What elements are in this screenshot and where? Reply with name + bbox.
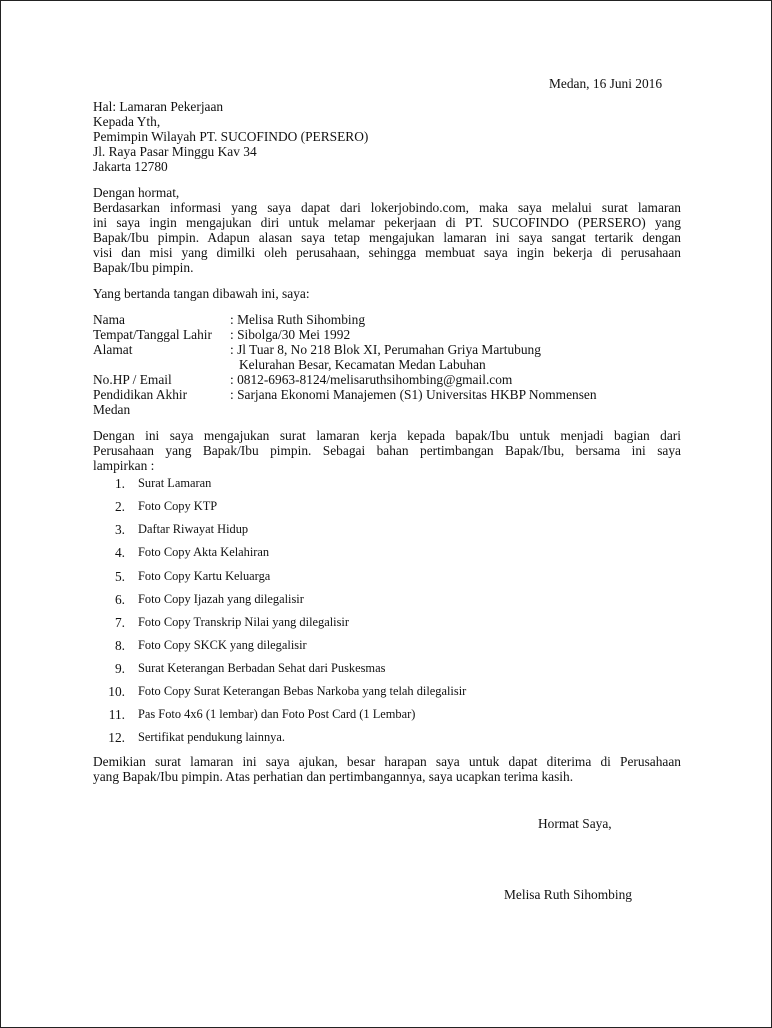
list-number: 4. (114, 545, 125, 560)
list-text: Foto Copy Ijazah yang dilegalisir (138, 592, 304, 606)
list-text: Surat Lamaran (138, 476, 212, 490)
list-text: Daftar Riwayat Hidup (138, 522, 249, 536)
list-number: 3. (114, 522, 125, 537)
list-text: Foto Copy Surat Keterangan Bebas Narkoba yang telah dilegalisir (138, 684, 467, 698)
hp-email-label: No.HP / Email (93, 372, 172, 387)
opening-paragraph-line: Bapak/Ibu pimpin. Adapun alasan saya tetap mengajukan lamaran ini saya sangat tertarik dengan (93, 230, 681, 245)
subject-line: Hal: Lamaran Pekerjaan (93, 99, 224, 114)
ttl-label: Tempat/Tanggal Lahir (93, 327, 212, 342)
list-number: 6. (114, 592, 125, 607)
list-number: 9. (114, 661, 125, 676)
list-text: Foto Copy Akta Kelahiran (138, 545, 270, 559)
list-number: 10. (108, 684, 125, 699)
list-number: 7. (114, 615, 125, 630)
list-number: 12. (108, 730, 125, 745)
list-number: 11. (108, 707, 125, 722)
hp-email-value: : 0812-6963-8124/melisaruthsihombing@gmail.com (230, 372, 513, 387)
opening-paragraph-line: ini saya ingin mengajukan diri untuk melamar pekerjaan di PT. SUCOFINDO (PERSERO) yang (93, 215, 681, 230)
recipient-line: Jl. Raya Pasar Minggu Kav 34 (93, 144, 257, 159)
list-text: Foto Copy KTP (138, 499, 218, 513)
list-text: Surat Keterangan Berbadan Sehat dari Puskesmas (138, 661, 386, 675)
body-paragraph-line: lampirkan : (93, 458, 155, 473)
closing-paragraph-line: Demikian surat lamaran ini saya ajukan, besar harapan saya untuk dapat diterima di Perusahaan (93, 754, 681, 769)
opening-paragraph-line: visi dan misi yang dimilki oleh perusahaan, sehingga membuat saya ingin bekerja di perusahaan (93, 245, 681, 260)
list-text: Foto Copy Kartu Keluarga (138, 569, 271, 583)
place-date: Medan, 16 Juni 2016 (549, 76, 663, 91)
nama-value: : Melisa Ruth Sihombing (230, 312, 366, 327)
ttl-value: : Sibolga/30 Mei 1992 (230, 327, 351, 342)
list-text: Foto Copy Transkrip Nilai yang dilegalisir (138, 615, 349, 629)
signature-name: Melisa Ruth Sihombing (504, 887, 632, 902)
sign-off: Hormat Saya, (538, 816, 612, 831)
intro-line: Yang bertanda tangan dibawah ini, saya: (93, 286, 310, 301)
list-text: Pas Foto 4x6 (1 lembar) dan Foto Post Card (1 Lembar) (138, 707, 416, 721)
body-paragraph-line: Dengan ini saya mengajukan surat lamaran kerja kepada bapak/Ibu untuk menjadi bagian dari (93, 428, 681, 443)
pendidikan-value-2: Medan (93, 402, 131, 417)
opening-paragraph-line: Bapak/Ibu pimpin. (93, 260, 194, 275)
alamat-value: : Jl Tuar 8, No 218 Blok XI, Perumahan Griya Martubung (230, 342, 541, 357)
list-text: Foto Copy SKCK yang dilegalisir (138, 638, 307, 652)
recipient-line: Pemimpin Wilayah PT. SUCOFINDO (PERSERO) (93, 129, 369, 144)
alamat-label: Alamat (93, 342, 133, 357)
list-number: 5. (114, 569, 125, 584)
alamat-value-2: Kelurahan Besar, Kecamatan Medan Labuhan (239, 357, 486, 372)
list-number: 8. (114, 638, 125, 653)
recipient-line: Jakarta 12780 (93, 159, 168, 174)
pendidikan-value: : Sarjana Ekonomi Manajemen (S1) Universitas HKBP Nommensen (230, 387, 597, 402)
opening-paragraph-line: Berdasarkan informasi yang saya dapat dari lokerjobindo.com, maka saya melalui surat lamaran (93, 200, 681, 215)
list-text: Sertifikat pendukung lainnya. (138, 730, 285, 744)
list-number: 2. (114, 499, 125, 514)
nama-label: Nama (93, 312, 125, 327)
pendidikan-label: Pendidikan Akhir (93, 387, 188, 402)
body-paragraph-line: Perusahaan yang Bapak/Ibu pimpin. Sebagai bahan pertimbangan Bapak/Ibu, bersama ini saya (93, 443, 681, 458)
closing-paragraph-line: yang Bapak/Ibu pimpin. Atas perhatian dan pertimbangannya, saya ucapkan terima kasih. (93, 769, 574, 784)
list-number: 1. (114, 476, 125, 491)
greeting: Dengan hormat, (93, 185, 180, 200)
recipient-line: Kepada Yth, (93, 114, 161, 129)
